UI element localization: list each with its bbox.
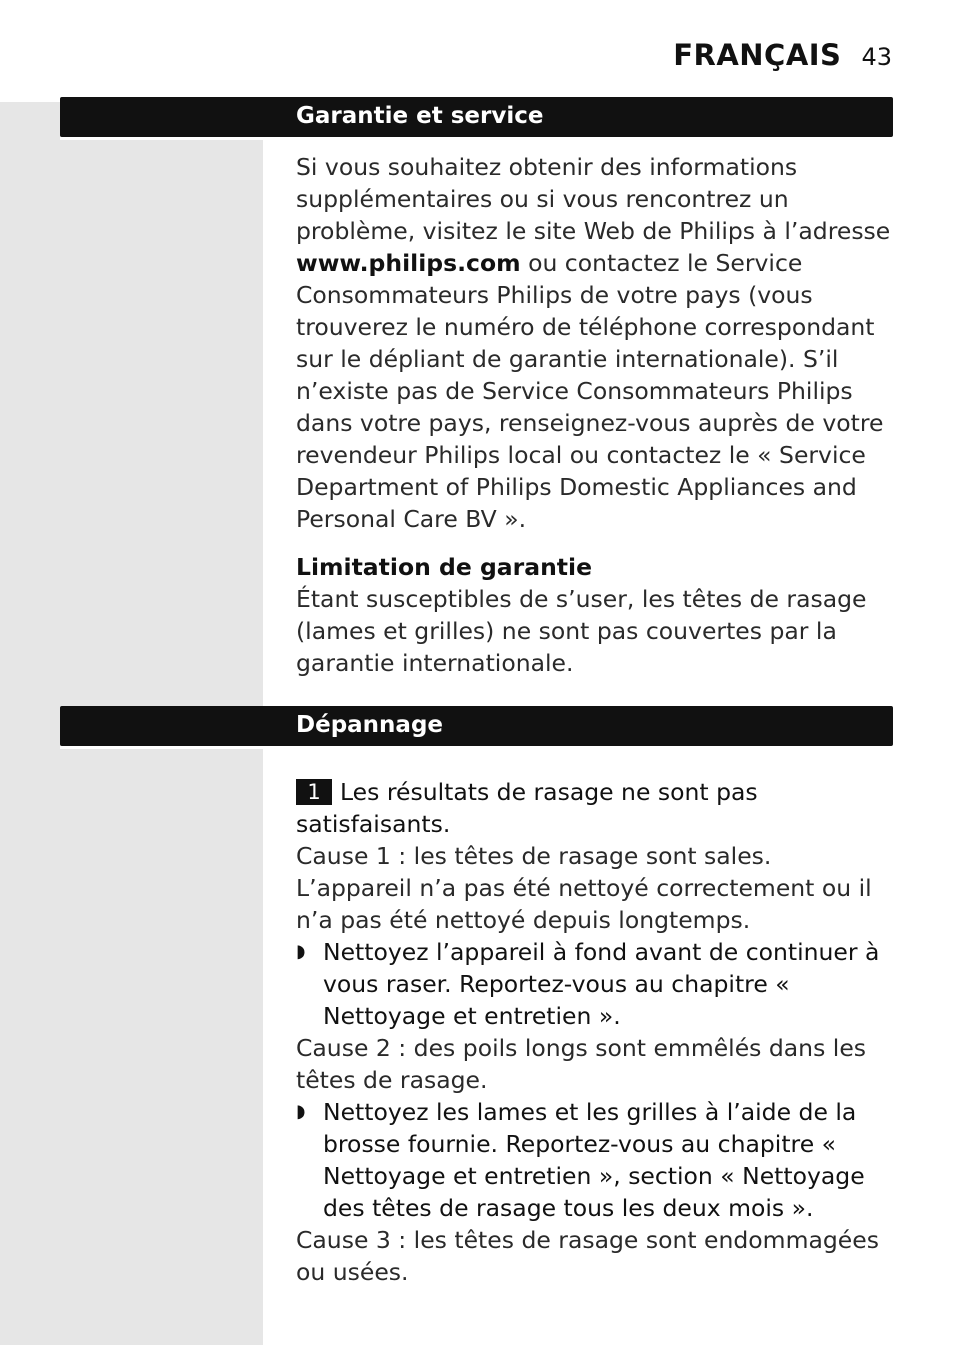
limitation-text: Étant susceptibles de s’user, les têtes de rasage (lames et grilles) ne sont pas couvertes par la garantie internationale. bbox=[296, 585, 867, 677]
philips-website-link[interactable]: www.philips.com bbox=[296, 249, 521, 277]
cause-1: Cause 1 : les têtes de rasage sont sales. bbox=[296, 842, 772, 870]
cause-1-detail: L’appareil n’a pas été nettoyé correctement ou il n’a pas été nettoyé depuis longtemps. bbox=[296, 874, 872, 934]
language-title: FRANÇAIS bbox=[673, 38, 842, 72]
section-title-garantie: Garantie et service bbox=[296, 103, 544, 129]
bullet-text-1: Nettoyez l’appareil à fond avant de continuer à vous raser. Reportez-vous au chapitre « Nettoyage et entretien ». bbox=[323, 938, 880, 1030]
instruction-bullet bbox=[296, 936, 906, 1032]
heading-divider bbox=[60, 137, 263, 140]
troubleshooting-section bbox=[296, 776, 906, 1288]
warranty-paragraph bbox=[296, 151, 906, 535]
cause-3: Cause 3 : les têtes de rasage sont endommagées ou usées. bbox=[296, 1226, 879, 1286]
instruction-bullet bbox=[296, 1096, 906, 1224]
triangle-bullet-icon: ◗ bbox=[296, 941, 306, 962]
warranty-text-1: Si vous souhaitez obtenir des informations supplémentaires ou si vous rencontrez un problème, visitez le site Web de Philips à l’adresse bbox=[296, 153, 891, 245]
warranty-text-3: Personal Care BV ». bbox=[296, 505, 527, 533]
section-title-depannage: Dépannage bbox=[296, 712, 444, 738]
page-number: 43 bbox=[861, 43, 892, 71]
heading-divider bbox=[60, 746, 263, 749]
cause-2: Cause 2 : des poils longs sont emmêlés dans les têtes de rasage. bbox=[296, 1034, 867, 1094]
subheading-limitation: Limitation de garantie bbox=[296, 553, 593, 581]
step-title: Les résultats de rasage ne sont pas satisfaisants. bbox=[296, 778, 758, 838]
step-number-badge: 1 bbox=[296, 779, 332, 805]
step-1 bbox=[296, 776, 906, 840]
section-heading-bar bbox=[60, 706, 893, 746]
triangle-bullet-icon: ◗ bbox=[296, 1101, 306, 1122]
bullet-text-2: Nettoyez les lames et les grilles à l’aide de la brosse fournie. Reportez-vous au chapitre « Nettoyage et entretien », section « Nettoyage des têtes de rasage tous les deux mois ». bbox=[323, 1098, 865, 1222]
warranty-text-2: ou contactez le Service Consommateurs Philips de votre pays (vous trouverez le numéro de téléphone correspondant sur le dépliant de garantie internationale). S’il n’existe pas de Service Consommateurs Philips dans votre pays, renseignez-vous auprès de votre revendeur Philips local ou contactez le « Service Department of Philips Domestic Appliances and bbox=[296, 249, 884, 501]
section-heading-bar bbox=[60, 97, 893, 137]
warranty-section bbox=[296, 151, 906, 679]
page-header bbox=[673, 38, 892, 72]
